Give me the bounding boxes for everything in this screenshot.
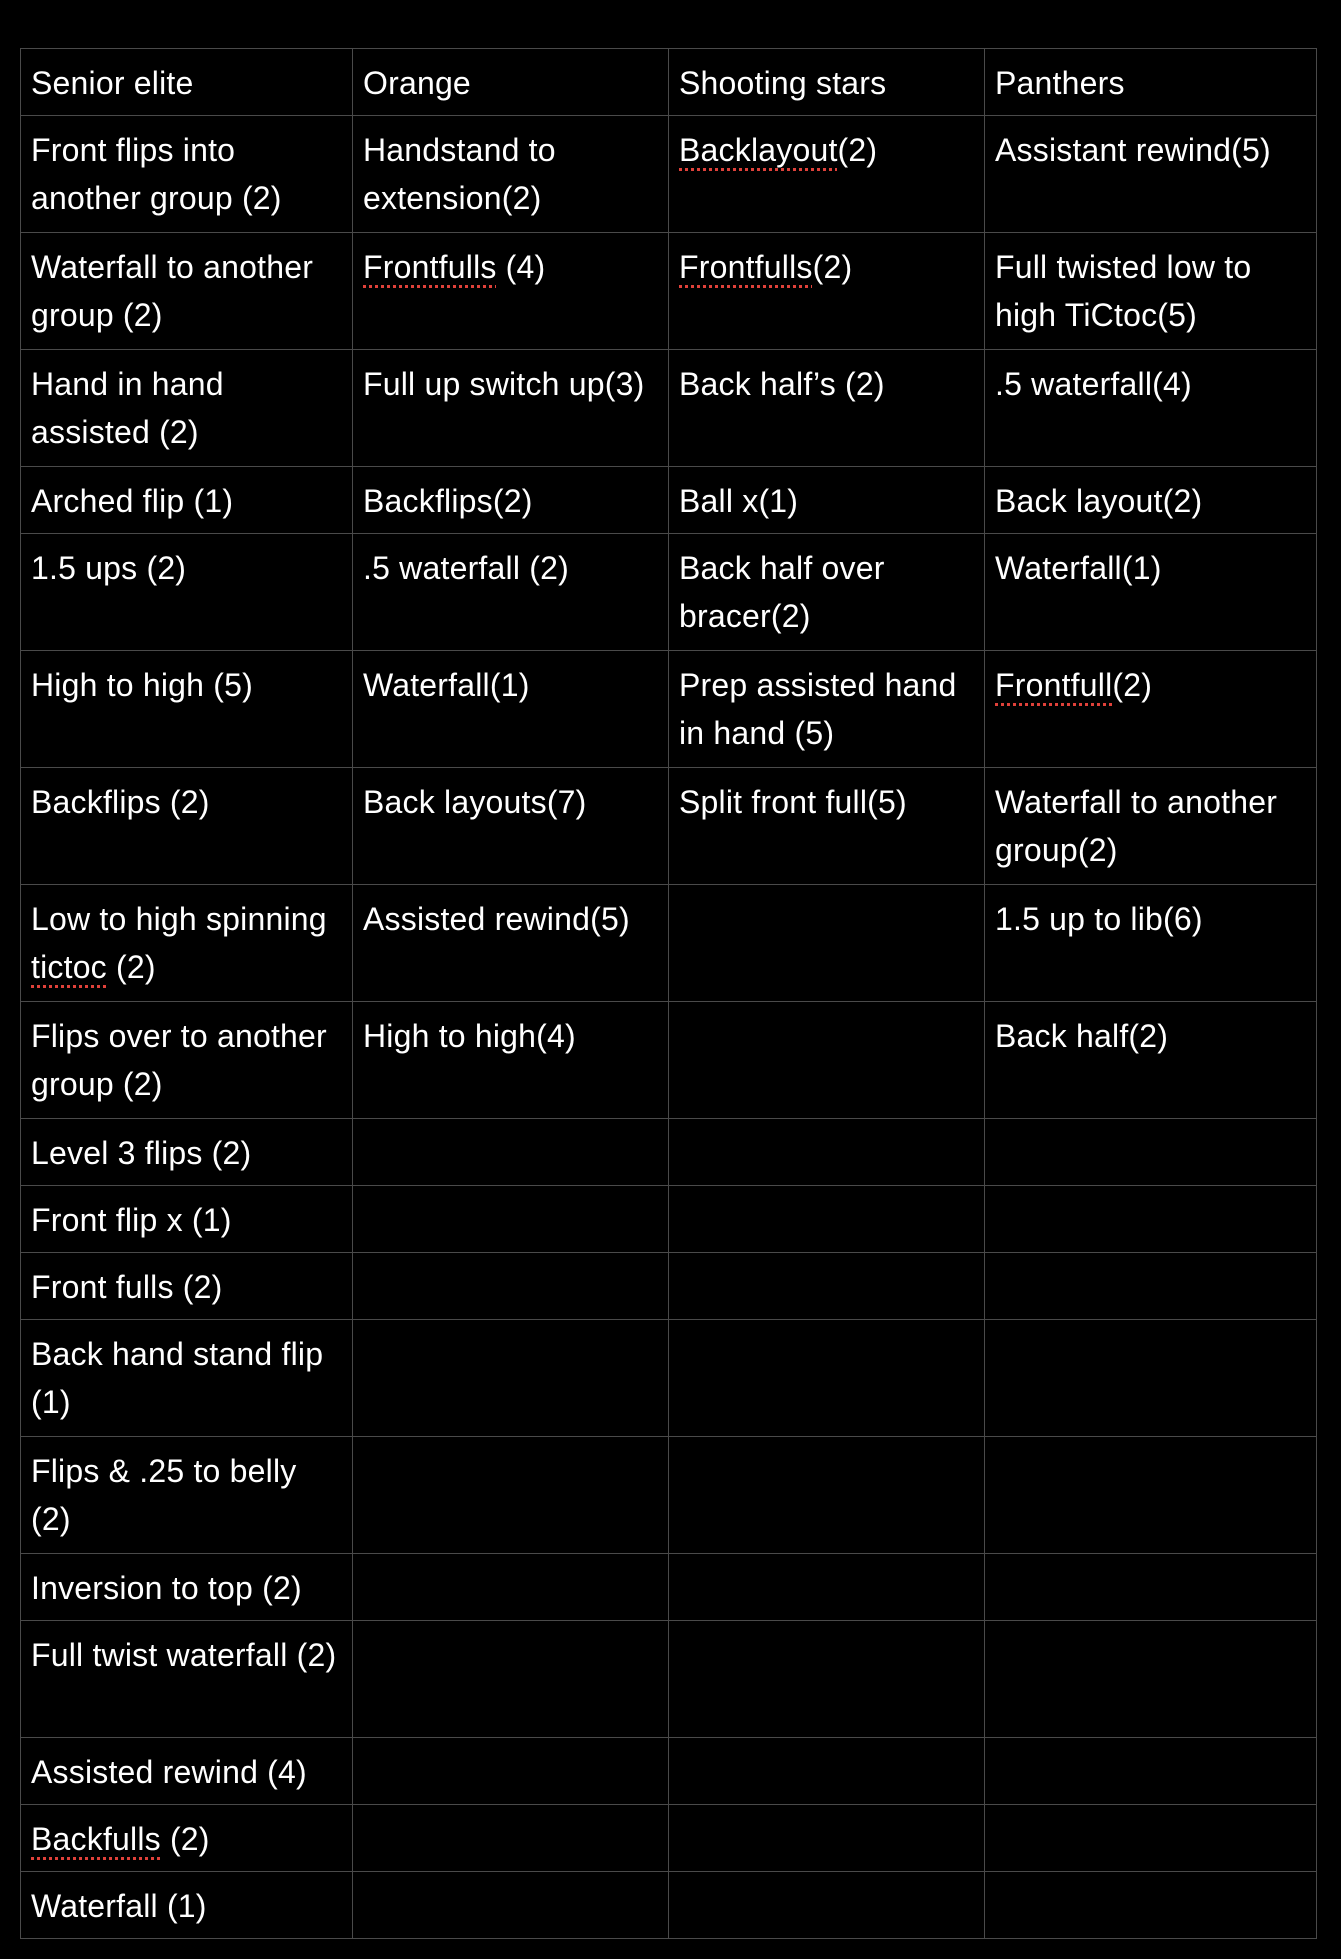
table-cell[interactable] <box>669 1253 985 1320</box>
cell-text: (2) <box>106 949 156 985</box>
table-cell[interactable] <box>669 1621 985 1738</box>
table-row <box>21 350 1317 467</box>
table-cell[interactable] <box>353 1320 669 1437</box>
table-cell[interactable] <box>985 1437 1317 1554</box>
table-cell[interactable] <box>669 1320 985 1437</box>
spellcheck-flagged-word[interactable]: Backfulls <box>31 1821 161 1857</box>
table-cell[interactable]: Back half(2) <box>985 1002 1317 1119</box>
table-cell[interactable] <box>985 1186 1317 1253</box>
cell-text: (2) <box>160 1821 210 1857</box>
table-cell[interactable]: Full twisted low to high TiCtoc(5) <box>985 233 1317 350</box>
table-cell[interactable]: Backflips(2) <box>353 467 669 534</box>
table-cell[interactable] <box>985 1872 1317 1939</box>
table-cell[interactable] <box>985 651 1317 768</box>
table-cell[interactable]: Waterfall(1) <box>985 534 1317 651</box>
table-row <box>21 1738 1317 1805</box>
table-cell[interactable] <box>21 1805 353 1872</box>
table-row <box>21 467 1317 534</box>
table-cell[interactable] <box>985 1554 1317 1621</box>
table-cell[interactable] <box>353 233 669 350</box>
table-row <box>21 233 1317 350</box>
table-cell[interactable]: Flips & .25 to belly (2) <box>21 1437 353 1554</box>
table-cell[interactable]: Inversion to top (2) <box>21 1554 353 1621</box>
table-cell[interactable] <box>353 1805 669 1872</box>
table-cell[interactable]: High to high(4) <box>353 1002 669 1119</box>
table-cell[interactable]: Back half over bracer(2) <box>669 534 985 651</box>
table-cell[interactable] <box>985 1621 1317 1738</box>
table-body <box>21 49 1317 1939</box>
header-cell[interactable]: Senior elite <box>21 49 353 116</box>
table-cell[interactable]: Hand in hand assisted (2) <box>21 350 353 467</box>
table-cell[interactable] <box>669 1805 985 1872</box>
table-cell[interactable] <box>985 1119 1317 1186</box>
table-cell[interactable] <box>669 1554 985 1621</box>
table-row <box>21 1621 1317 1738</box>
table-cell[interactable]: 1.5 up to lib(6) <box>985 885 1317 1002</box>
table-cell[interactable]: Flips over to another group (2) <box>21 1002 353 1119</box>
table-cell[interactable]: Level 3 flips (2) <box>21 1119 353 1186</box>
table-cell[interactable] <box>353 1119 669 1186</box>
table-row <box>21 1002 1317 1119</box>
table-cell[interactable]: Waterfall to another group (2) <box>21 233 353 350</box>
table-cell[interactable]: Full twist waterfall (2) <box>21 1621 353 1738</box>
spellcheck-flagged-word[interactable]: Frontfulls <box>363 249 497 285</box>
cell-text: Low to high spinning <box>31 901 327 937</box>
notes-table-container <box>20 48 1316 1939</box>
spellcheck-flagged-word[interactable]: Frontfulls <box>679 249 813 285</box>
spellcheck-flagged-word[interactable]: Backlayout <box>679 132 838 168</box>
table-cell[interactable] <box>985 1738 1317 1805</box>
table-row <box>21 651 1317 768</box>
table-cell[interactable] <box>669 885 985 1002</box>
table-cell[interactable]: Ball x(1) <box>669 467 985 534</box>
notes-table <box>20 48 1317 1939</box>
table-cell[interactable]: Backflips (2) <box>21 768 353 885</box>
table-cell[interactable]: Front flips into another group (2) <box>21 116 353 233</box>
table-row <box>21 1119 1317 1186</box>
table-cell[interactable]: Waterfall (1) <box>21 1872 353 1939</box>
table-cell[interactable]: Full up switch up(3) <box>353 350 669 467</box>
table-cell[interactable] <box>985 1253 1317 1320</box>
table-row <box>21 768 1317 885</box>
table-row <box>21 1253 1317 1320</box>
table-cell[interactable] <box>353 1554 669 1621</box>
cell-text: (2) <box>812 249 853 285</box>
table-cell[interactable]: Back layout(2) <box>985 467 1317 534</box>
table-cell[interactable] <box>353 1437 669 1554</box>
table-row <box>21 116 1317 233</box>
table-cell[interactable] <box>669 1437 985 1554</box>
spellcheck-flagged-word[interactable]: tictoc <box>31 949 107 985</box>
table-cell[interactable] <box>669 1872 985 1939</box>
table-cell[interactable] <box>669 233 985 350</box>
table-cell[interactable]: Back layouts(7) <box>353 768 669 885</box>
table-cell[interactable] <box>353 1186 669 1253</box>
table-cell[interactable]: Prep assisted hand in hand (5) <box>669 651 985 768</box>
table-cell[interactable] <box>985 1320 1317 1437</box>
table-cell[interactable]: Assistant rewind(5) <box>985 116 1317 233</box>
spellcheck-flagged-word[interactable]: Frontfull <box>995 667 1113 703</box>
table-row <box>21 885 1317 1002</box>
table-cell[interactable] <box>669 1738 985 1805</box>
table-cell[interactable] <box>985 1805 1317 1872</box>
table-cell[interactable] <box>669 1119 985 1186</box>
table-cell[interactable]: Front flip x (1) <box>21 1186 353 1253</box>
table-cell[interactable] <box>21 885 353 1002</box>
table-cell[interactable]: Waterfall(1) <box>353 651 669 768</box>
table-row <box>21 1554 1317 1621</box>
table-row <box>21 1805 1317 1872</box>
table-cell[interactable] <box>353 1738 669 1805</box>
table-row <box>21 1872 1317 1939</box>
table-header-row <box>21 49 1317 116</box>
table-cell[interactable]: Split front full(5) <box>669 768 985 885</box>
table-cell[interactable] <box>353 1253 669 1320</box>
cell-text: (2) <box>837 132 878 168</box>
table-cell[interactable] <box>669 116 985 233</box>
header-cell[interactable]: Shooting stars <box>669 49 985 116</box>
table-cell[interactable]: Handstand to extension(2) <box>353 116 669 233</box>
table-cell[interactable]: Waterfall to another group(2) <box>985 768 1317 885</box>
table-cell[interactable]: Arched flip (1) <box>21 467 353 534</box>
table-cell[interactable]: Back half’s (2) <box>669 350 985 467</box>
table-cell[interactable]: Front fulls (2) <box>21 1253 353 1320</box>
table-cell[interactable]: Back hand stand flip (1) <box>21 1320 353 1437</box>
table-row <box>21 1186 1317 1253</box>
table-row <box>21 1320 1317 1437</box>
table-cell[interactable] <box>353 1621 669 1738</box>
table-cell[interactable]: Assisted rewind (4) <box>21 1738 353 1805</box>
table-cell[interactable]: .5 waterfall (2) <box>353 534 669 651</box>
header-cell[interactable]: Panthers <box>985 49 1317 116</box>
table-cell[interactable]: Assisted rewind(5) <box>353 885 669 1002</box>
table-cell[interactable] <box>669 1002 985 1119</box>
table-cell[interactable]: .5 waterfall(4) <box>985 350 1317 467</box>
table-row <box>21 534 1317 651</box>
cell-text: (2) <box>1112 667 1153 703</box>
header-cell[interactable]: Orange <box>353 49 669 116</box>
table-cell[interactable]: 1.5 ups (2) <box>21 534 353 651</box>
table-row <box>21 1437 1317 1554</box>
table-cell[interactable] <box>353 1872 669 1939</box>
table-cell[interactable] <box>669 1186 985 1253</box>
cell-text: (4) <box>496 249 546 285</box>
table-cell[interactable]: High to high (5) <box>21 651 353 768</box>
